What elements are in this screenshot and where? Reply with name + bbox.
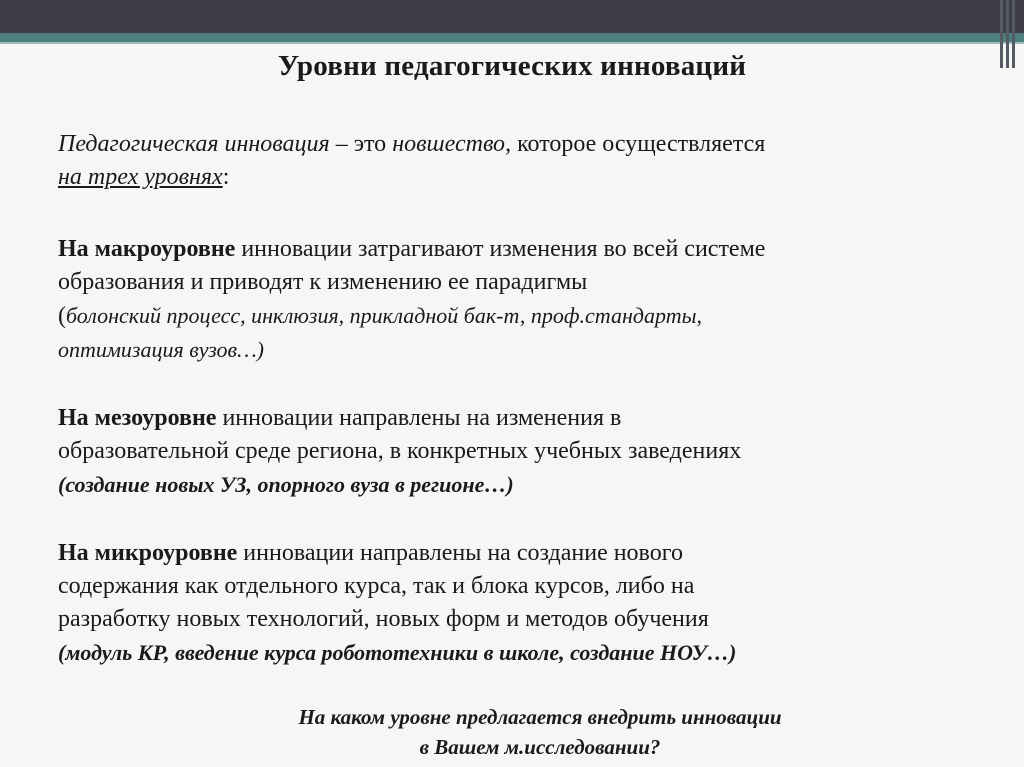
question-line2: в Вашем м.исследовании? <box>419 735 661 759</box>
macro-paragraph <box>58 233 765 367</box>
meso-paragraph <box>58 402 741 502</box>
micro-text-line1: инновации направлены на создание нового <box>237 540 683 566</box>
meso-examples: (создание новых УЗ, опорного вуза в регионе…) <box>58 472 514 497</box>
micro-examples: (модуль КР, введение курса робототехники в школе, создание НОУ…) <box>58 640 737 665</box>
slide-title: Уровни педагогических инноваций <box>277 50 747 82</box>
macro-examples-line2: оптимизация вузов…) <box>58 337 264 362</box>
accent-stripe-light <box>0 42 1024 44</box>
intro-colon: : <box>222 164 230 190</box>
micro-text-line2: содержания как отдельного курса, так и блока курсов, либо на <box>58 573 695 599</box>
intro-rest: , которое осуществляется <box>505 131 766 157</box>
intro-paragraph <box>58 128 765 194</box>
question-line1: На каком уровне предлагается внедрить инновации <box>298 705 782 729</box>
macro-examples-line1: болонский процесс, инклюзия, прикладной бак-т, проф.стандарты, <box>66 303 703 328</box>
micro-label: На микроуровне <box>58 540 238 566</box>
top-bar <box>0 0 1024 33</box>
intro-term: Педагогическая инновация <box>58 131 330 157</box>
macro-label: На макроуровне <box>58 236 236 262</box>
intro-novelty: новшество <box>392 131 506 157</box>
intro-dash: – это <box>329 131 393 157</box>
micro-paragraph <box>58 537 736 670</box>
question-block <box>0 702 1024 762</box>
macro-text-line1: инновации затрагивают изменения во всей системе <box>235 236 766 262</box>
accent-stripe <box>0 33 1024 42</box>
macro-text-line2: образования и приводят к изменению ее парадигмы <box>58 269 588 295</box>
meso-text-line1: инновации направлены на изменения в <box>216 405 622 431</box>
meso-text-line2: образовательной среде региона, в конкретных учебных заведениях <box>58 438 742 464</box>
macro-open-paren: ( <box>58 303 66 329</box>
intro-levels-phrase: на трех уровнях <box>58 164 223 190</box>
micro-text-line3: разработку новых технологий, новых форм и методов обучения <box>58 606 709 632</box>
meso-label: На мезоуровне <box>58 405 217 431</box>
